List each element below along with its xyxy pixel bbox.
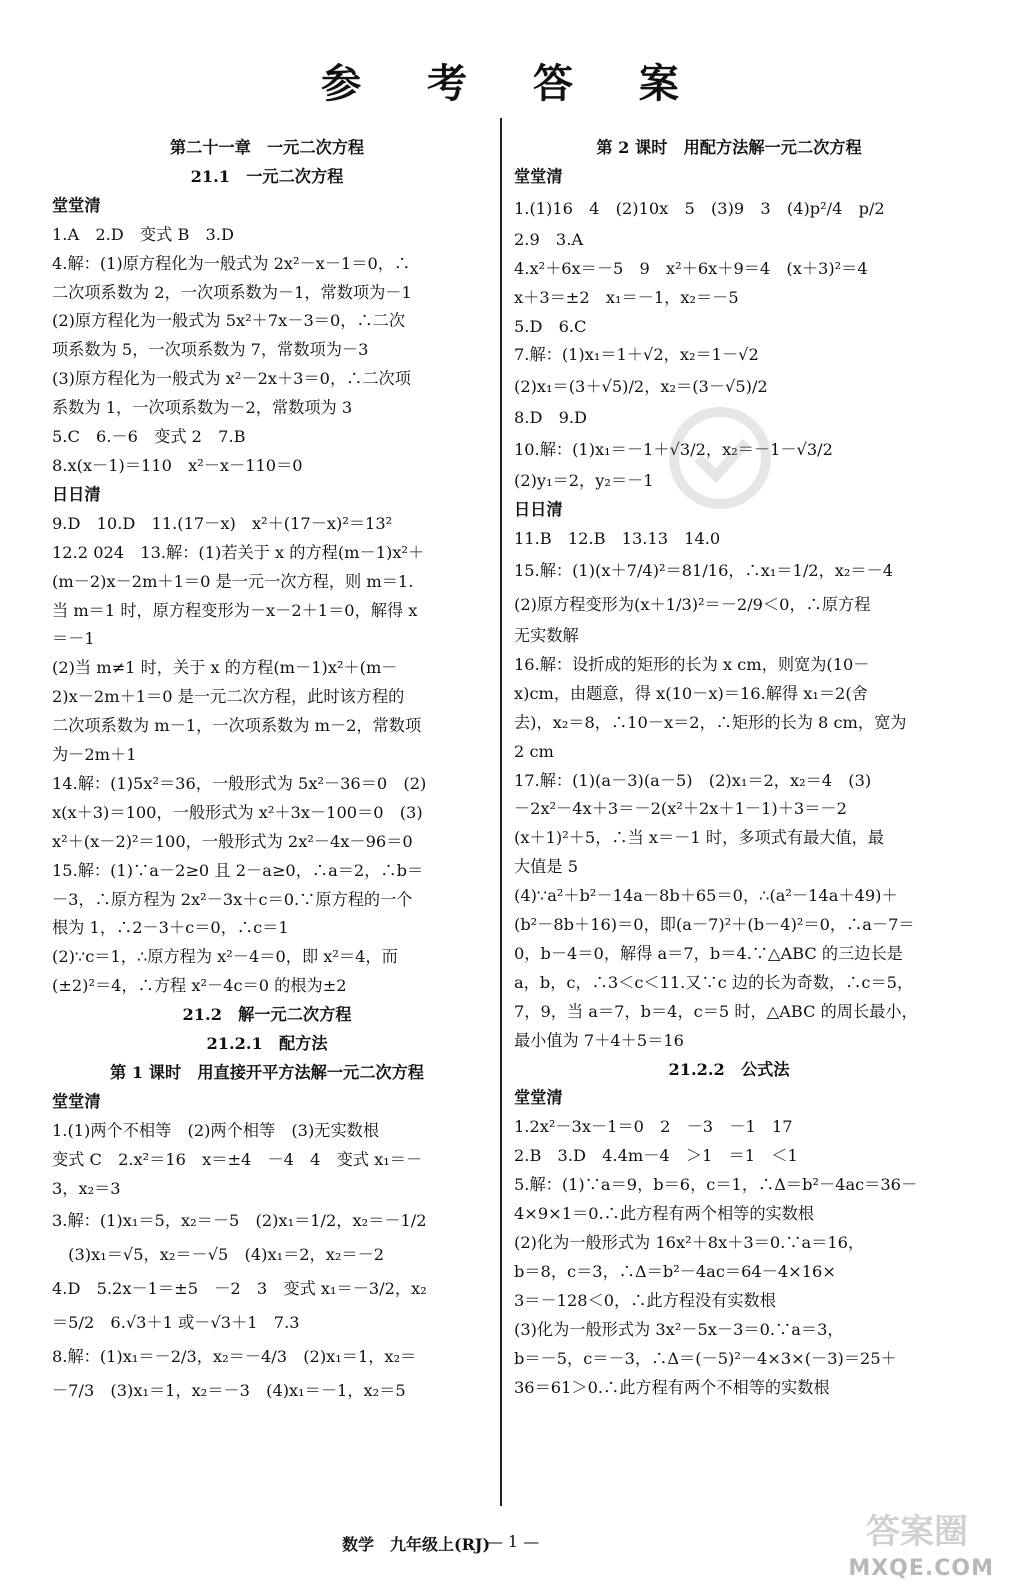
right-column-line: 8.D 9.D bbox=[514, 408, 588, 428]
right-column-line: x)cm，由题意，得 x(10－x)＝16.解得 x₁＝2(舍 bbox=[514, 683, 868, 703]
right-column-line: 日日清 bbox=[514, 500, 563, 520]
left-column-line: 4.D 5.2x－1＝±5 －2 3 变式 x₁＝－3/2，x₂ bbox=[52, 1278, 427, 1298]
left-column-line: 堂堂清 bbox=[52, 195, 101, 215]
right-column-line: －2x²－4x＋3＝－2(x²＋2x＋1－1)＋3＝－2 bbox=[514, 799, 847, 819]
left-column-line: 15.解：(1)∵a－2≥0 且 2－a≥0，∴a＝2，∴b＝ bbox=[52, 860, 424, 880]
left-column-line: (2)∵c＝1，∴原方程为 x²－4＝0，即 x²＝4，而 bbox=[52, 947, 398, 967]
left-column-line: 12.2 024 13.解：(1)若关于 x 的方程(m－1)x²＋ bbox=[52, 542, 425, 562]
right-column-line: 4×9×1＝0.∴此方程有两个相等的实数根 bbox=[514, 1204, 815, 1224]
left-column-line: ＝－1 bbox=[52, 629, 95, 649]
right-column-line: 堂堂清 bbox=[514, 1088, 563, 1108]
left-column-line: 二次项系数为 2，一次项系数为－1，常数项为－1 bbox=[52, 282, 412, 302]
right-column-line: 2.9 3.A bbox=[514, 229, 584, 249]
left-column-line: 系数为 1，一次项系数为－2，常数项为 3 bbox=[52, 398, 353, 418]
left-column-line: x²＋(x－2)²＝100，一般形式为 2x²－4x－96＝0 bbox=[52, 831, 413, 851]
right-column-line: 大值是 5 bbox=[514, 857, 579, 877]
left-column-line: 3，x₂＝3 bbox=[52, 1178, 121, 1198]
right-column-line: 2.B 3.D 4.4m－4 ＞1 ＝1 ＜1 bbox=[514, 1146, 798, 1166]
left-column-line: 8.x(x－1)＝110 x²－x－110＝0 bbox=[52, 455, 303, 475]
footer-subject: 数学 九年级上(RJ) bbox=[342, 1535, 491, 1554]
left-column-line: x(x＋3)＝100，一般形式为 x²＋3x－100＝0 (3) bbox=[52, 802, 423, 822]
left-column-line: 1.A 2.D 变式 B 3.D bbox=[52, 224, 234, 244]
left-column-line: (3)x₁＝√5，x₂＝－√5 (4)x₁＝2，x₂＝－2 bbox=[52, 1244, 385, 1264]
right-column-line: 无实数解 bbox=[514, 625, 579, 645]
left-column-line: 8.解：(1)x₁＝－2/3，x₂＝－4/3 (2)x₁＝1，x₂＝ bbox=[52, 1346, 417, 1366]
page-number: — 1 — bbox=[486, 1532, 540, 1551]
left-column-line: (±2)²＝4，∴方程 x²－4c＝0 的根为±2 bbox=[52, 976, 347, 996]
right-column-line: (x＋1)²＋5，∴当 x＝－1 时，多项式有最大值，最 bbox=[514, 828, 884, 848]
left-column-line: 二次项系数为 m－1，一次项系数为 m－2，常数项 bbox=[52, 716, 422, 736]
left-column bbox=[52, 134, 482, 1408]
right-column-line: 堂堂清 bbox=[514, 166, 563, 186]
right-column-line: x＋3＝±2 x₁＝－1，x₂＝－5 bbox=[514, 287, 739, 307]
left-column-line: 根为 1，∴2－3＋c＝0，∴c＝1 bbox=[52, 918, 289, 938]
left-column-line: (2)当 m≠1 时，关于 x 的方程(m－1)x²＋(m－ bbox=[52, 658, 398, 678]
right-column bbox=[514, 134, 944, 1402]
left-column-line: 为－2m＋1 bbox=[52, 745, 137, 765]
right-column-line: 21.2.2 公式法 bbox=[668, 1059, 790, 1079]
right-column-line: 5.D 6.C bbox=[514, 316, 587, 336]
right-column-line: 0，b－4＝0，解得 a＝7，b＝4.∵△ABC 的三边长是 bbox=[514, 943, 903, 963]
left-column-line: 日日清 bbox=[52, 484, 101, 504]
right-column-line: 7，9，当 a＝7，b＝4，c＝5 时，△ABC 的周长最小， bbox=[514, 1001, 918, 1021]
right-column-line: (2)y₁＝2，y₂＝－1 bbox=[514, 471, 654, 491]
left-column-line: 第 1 课时 用直接开平方法解一元二次方程 bbox=[110, 1063, 424, 1082]
left-column-line: 变式 C 2.x²＝16 x＝±4 －4 4 变式 x₁＝－ bbox=[52, 1149, 423, 1169]
right-column-line: (4)∵a²＋b²－14a－8b＋65＝0，∴(a²－14a＋49)＋ bbox=[514, 886, 898, 906]
right-column-line: (2)原方程变形为(x＋1/3)²＝－2/9＜0，∴原方程 bbox=[514, 594, 871, 614]
right-column-line: (2)化为一般形式为 16x²＋8x＋3＝0.∵a＝16， bbox=[514, 1233, 865, 1252]
left-column-line: 项系数为 5，一次项系数为 7，常数项为－3 bbox=[52, 340, 369, 360]
left-column-line: (m－2)x－2m＋1＝0 是一元一次方程，则 m＝1. bbox=[52, 571, 414, 591]
right-column-line: 1.2x²－3x－1＝0 2 －3 －1 17 bbox=[514, 1117, 793, 1137]
right-column-line: 去)，x₂＝8，∴10－x＝2，∴矩形的长为 8 cm，宽为 bbox=[514, 712, 907, 732]
left-column-line: (3)原方程化为一般式为 x²－2x＋3＝0，∴二次项 bbox=[52, 369, 411, 389]
right-column-line: 1.(1)16 4 (2)10x 5 (3)9 3 (4)p²/4 p/2 bbox=[514, 198, 885, 218]
left-column-line: 3.解：(1)x₁＝5，x₂＝－5 (2)x₁＝1/2，x₂＝－1/2 bbox=[52, 1210, 427, 1230]
right-column-line: 第 2 课时 用配方法解一元二次方程 bbox=[596, 138, 862, 157]
right-column-line: 5.解：(1)∵a＝9，b＝6，c＝1，∴Δ＝b²－4ac＝36－ bbox=[514, 1175, 918, 1195]
column-divider bbox=[500, 118, 502, 1506]
left-column-line: 21.1 一元二次方程 bbox=[190, 166, 344, 186]
left-column-line: 4.解：(1)原方程化为一般式为 2x²－x－1＝0，∴ bbox=[52, 253, 411, 273]
right-column-line: b＝－5，c＝－3，∴Δ＝(－5)²－4×3×(－3)＝25＋ bbox=[514, 1348, 897, 1368]
right-column-line: (3)化为一般形式为 3x²－5x－3＝0.∵a＝3， bbox=[514, 1319, 844, 1339]
right-column-line: b＝8，c＝3，∴Δ＝b²－4ac＝64－4×16× bbox=[514, 1261, 836, 1281]
right-column-line: 17.解：(1)(a－3)(a－5) (2)x₁＝2，x₂＝4 (3) bbox=[514, 770, 872, 790]
watermark-url: MXQE.COM bbox=[848, 1556, 994, 1581]
left-column-line: 1.(1)两个不相等 (2)两个相等 (3)无实数根 bbox=[52, 1120, 380, 1140]
left-column-line: (2)原方程化为一般式为 5x²＋7x－3＝0，∴二次 bbox=[52, 311, 406, 331]
left-column-line: 堂堂清 bbox=[52, 1091, 101, 1111]
right-column-line: (2)x₁＝(3＋√5)/2，x₂＝(3－√5)/2 bbox=[514, 377, 768, 397]
right-column-line: 最小值为 7＋4＋5＝16 bbox=[514, 1030, 684, 1050]
left-column-line: 9.D 10.D 11.(17－x) x²＋(17－x)²＝13² bbox=[52, 513, 393, 533]
right-column-line: 2 cm bbox=[514, 741, 554, 761]
left-column-line: －7/3 (3)x₁＝1，x₂＝－3 (4)x₁＝－1，x₂＝5 bbox=[52, 1380, 406, 1400]
page-title: 参 考 答 案 bbox=[321, 60, 705, 107]
left-column-line: －3，∴原方程为 2x²－3x＋c＝0.∵原方程的一个 bbox=[52, 889, 413, 909]
right-column-line: 16.解：设折成的矩形的长为 x cm，则宽为(10－ bbox=[514, 654, 870, 674]
left-column-line: 第二十一章 一元二次方程 bbox=[169, 138, 365, 157]
left-column-line: 5.C 6.－6 变式 2 7.B bbox=[52, 427, 246, 447]
left-column-line: 21.2 解一元二次方程 bbox=[182, 1005, 352, 1025]
right-column-line: 36＝61＞0.∴此方程有两个不相等的实数根 bbox=[514, 1377, 830, 1397]
right-column-line: 10.解：(1)x₁＝－1＋√3/2，x₂＝－1－√3/2 bbox=[514, 440, 833, 460]
watermark-logo-text: 答案圈 bbox=[866, 1512, 968, 1552]
left-column-line: ＝5/2 6.√3＋1 或－√3＋1 7.3 bbox=[52, 1312, 300, 1332]
right-column-line: a，b，c，∴3＜c＜11.又∵c 边的长为奇数，∴c＝5， bbox=[514, 972, 914, 992]
left-column-line: 14.解：(1)5x²＝36，一般形式为 5x²－36＝0 (2) bbox=[52, 773, 427, 793]
left-column-line: 2)x－2m＋1＝0 是一元二次方程，此时该方程的 bbox=[52, 687, 405, 707]
left-column-line: 21.2.1 配方法 bbox=[206, 1034, 328, 1054]
right-column-line: 3＝－128＜0，∴此方程没有实数根 bbox=[514, 1290, 776, 1310]
kuaidui-watermark-icon bbox=[660, 398, 790, 568]
right-column-line: 11.B 12.B 13.13 14.0 bbox=[514, 529, 721, 549]
right-column-line: 7.解：(1)x₁＝1＋√2，x₂＝1－√2 bbox=[514, 345, 759, 365]
left-column-line: 当 m＝1 时，原方程变形为－x－2＋1＝0，解得 x bbox=[52, 600, 418, 620]
right-column-line: (b²－8b＋16)＝0，即(a－7)²＋(b－4)²＝0，∴a－7＝ bbox=[514, 915, 915, 935]
right-column-line: 4.x²＋6x＝－5 9 x²＋6x＋9＝4 (x＋3)²＝4 bbox=[514, 258, 868, 278]
right-column-line: 15.解：(1)(x＋7/4)²＝81/16，∴x₁＝1/2，x₂＝－4 bbox=[514, 560, 894, 580]
